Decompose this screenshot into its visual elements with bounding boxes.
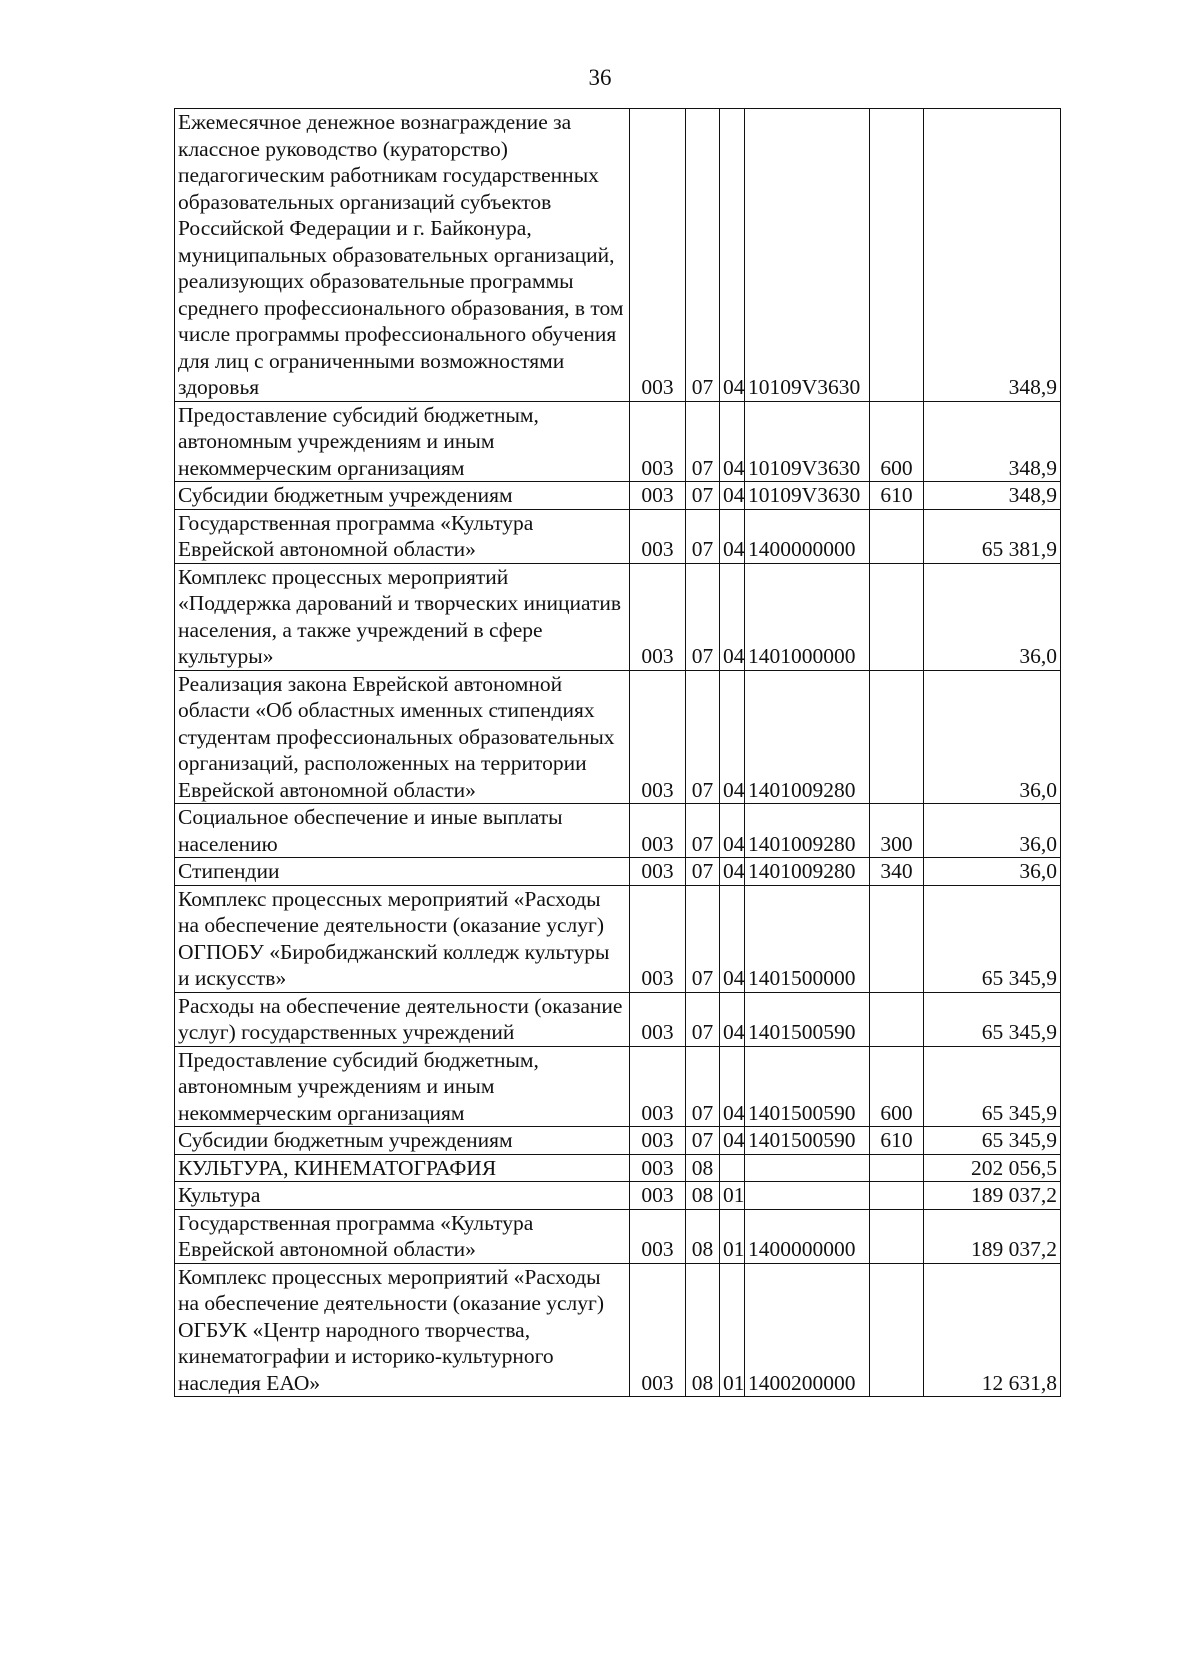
row-section-code: 07	[686, 509, 720, 563]
row-target-article: 1401500000	[745, 885, 870, 992]
row-grbs-code: 003	[630, 885, 686, 992]
row-section-code: 07	[686, 1127, 720, 1155]
row-grbs-code: 003	[630, 1263, 686, 1397]
row-name: Социальное обеспечение и иные выплаты населению	[175, 804, 630, 858]
row-expense-type	[870, 1154, 924, 1182]
row-subsection-code	[720, 1154, 745, 1182]
row-name: Комплекс процессных мероприятий «Поддержка дарований и творческих инициатив населения, а также учреждений в сфере культуры»	[175, 563, 630, 670]
row-subsection-code: 04	[720, 804, 745, 858]
row-amount: 202 056,5	[924, 1154, 1061, 1182]
row-subsection-code: 04	[720, 482, 745, 510]
row-grbs-code: 003	[630, 670, 686, 804]
table-row	[175, 670, 1061, 804]
row-expense-type	[870, 670, 924, 804]
row-expense-type	[870, 885, 924, 992]
row-target-article: 1400000000	[745, 1209, 870, 1263]
row-section-code: 08	[686, 1182, 720, 1210]
row-expense-type	[870, 1263, 924, 1397]
row-section-code: 07	[686, 670, 720, 804]
row-amount: 36,0	[924, 670, 1061, 804]
row-section-code: 07	[686, 804, 720, 858]
row-name: Предоставление субсидий бюджетным, автономным учреждениям и иным некоммерческим организациям	[175, 401, 630, 482]
row-amount: 348,9	[924, 109, 1061, 402]
row-section-code: 07	[686, 885, 720, 992]
row-grbs-code: 003	[630, 401, 686, 482]
row-section-code: 07	[686, 1046, 720, 1127]
row-expense-type: 600	[870, 1046, 924, 1127]
row-name: КУЛЬТУРА, КИНЕМАТОГРАФИЯ	[175, 1154, 630, 1182]
row-grbs-code: 003	[630, 992, 686, 1046]
row-amount: 348,9	[924, 482, 1061, 510]
row-amount: 12 631,8	[924, 1263, 1061, 1397]
row-expense-type	[870, 1182, 924, 1210]
row-amount: 36,0	[924, 804, 1061, 858]
row-name: Государственная программа «Культура Еврейской автономной области»	[175, 1209, 630, 1263]
row-section-code: 08	[686, 1209, 720, 1263]
row-target-article	[745, 1182, 870, 1210]
row-name: Комплекс процессных мероприятий «Расходы на обеспечение деятельности (оказание услуг) ОГБУК «Центр народного творчества, кинематографии и историко-культурного наследия ЕАО»	[175, 1263, 630, 1397]
row-name: Комплекс процессных мероприятий «Расходы на обеспечение деятельности (оказание услуг) ОГПОБУ «Биробиджанский колледж культуры и искусств»	[175, 885, 630, 992]
row-expense-type	[870, 509, 924, 563]
row-expense-type: 610	[870, 1127, 924, 1155]
table-row	[175, 1154, 1061, 1182]
row-target-article: 1401000000	[745, 563, 870, 670]
table-row	[175, 1209, 1061, 1263]
row-subsection-code: 01	[720, 1182, 745, 1210]
row-grbs-code: 003	[630, 109, 686, 402]
row-subsection-code: 04	[720, 992, 745, 1046]
row-amount: 65 345,9	[924, 1046, 1061, 1127]
row-target-article: 1401009280	[745, 670, 870, 804]
table-row	[175, 1127, 1061, 1155]
row-expense-type	[870, 563, 924, 670]
table-row	[175, 109, 1061, 402]
row-amount: 36,0	[924, 858, 1061, 886]
table-row	[175, 885, 1061, 992]
row-expense-type: 600	[870, 401, 924, 482]
row-grbs-code: 003	[630, 509, 686, 563]
row-section-code: 07	[686, 563, 720, 670]
row-name: Реализация закона Еврейской автономной области «Об областных именных стипендиях студентам профессиональных образовательных организаций, расположенных на территории Еврейской автономной области»	[175, 670, 630, 804]
row-target-article: 1401500590	[745, 992, 870, 1046]
row-target-article	[745, 1154, 870, 1182]
row-name: Расходы на обеспечение деятельности (оказание услуг) государственных учреждений	[175, 992, 630, 1046]
row-subsection-code: 04	[720, 509, 745, 563]
row-subsection-code: 04	[720, 109, 745, 402]
row-section-code: 08	[686, 1263, 720, 1397]
row-subsection-code: 04	[720, 401, 745, 482]
table-row	[175, 858, 1061, 886]
row-section-code: 07	[686, 858, 720, 886]
row-amount: 65 345,9	[924, 885, 1061, 992]
table-row	[175, 401, 1061, 482]
row-grbs-code: 003	[630, 1182, 686, 1210]
row-expense-type: 610	[870, 482, 924, 510]
row-target-article: 1401500590	[745, 1127, 870, 1155]
row-grbs-code: 003	[630, 1127, 686, 1155]
row-target-article: 1400000000	[745, 509, 870, 563]
row-section-code: 07	[686, 109, 720, 402]
row-target-article: 1401500590	[745, 1046, 870, 1127]
table-row	[175, 1046, 1061, 1127]
row-target-article: 1400200000	[745, 1263, 870, 1397]
table-row	[175, 1182, 1061, 1210]
row-grbs-code: 003	[630, 482, 686, 510]
table-row	[175, 804, 1061, 858]
row-target-article: 10109V3630	[745, 109, 870, 402]
row-target-article: 1401009280	[745, 804, 870, 858]
row-expense-type: 340	[870, 858, 924, 886]
row-section-code: 07	[686, 992, 720, 1046]
row-grbs-code: 003	[630, 858, 686, 886]
row-grbs-code: 003	[630, 1046, 686, 1127]
row-target-article: 1401009280	[745, 858, 870, 886]
page-number: 36	[588, 65, 612, 90]
row-expense-type	[870, 109, 924, 402]
row-amount: 189 037,2	[924, 1182, 1061, 1210]
row-name: Предоставление субсидий бюджетным, автономным учреждениям и иным некоммерческим организациям	[175, 1046, 630, 1127]
row-subsection-code: 04	[720, 858, 745, 886]
row-amount: 65 345,9	[924, 992, 1061, 1046]
row-subsection-code: 04	[720, 670, 745, 804]
row-subsection-code: 04	[720, 885, 745, 992]
row-name: Субсидии бюджетным учреждениям	[175, 482, 630, 510]
row-target-article: 10109V3630	[745, 482, 870, 510]
row-name: Ежемесячное денежное вознаграждение за классное руководство (кураторство) педагогическим работникам государственных образовательных организаций субъектов Российской Федерации и г. Байконура, муниципальных образовательных организаций, реализующих образовательные программы среднего профессионального образования, в том числе программы профессионального обучения для лиц с ограниченными возможностями здоровья	[175, 109, 630, 402]
row-subsection-code: 04	[720, 1127, 745, 1155]
row-grbs-code: 003	[630, 1154, 686, 1182]
row-amount: 189 037,2	[924, 1209, 1061, 1263]
budget-table	[174, 108, 1061, 1397]
row-subsection-code: 01	[720, 1209, 745, 1263]
row-amount: 65 345,9	[924, 1127, 1061, 1155]
row-amount: 348,9	[924, 401, 1061, 482]
row-subsection-code: 04	[720, 1046, 745, 1127]
row-name: Государственная программа «Культура Еврейской автономной области»	[175, 509, 630, 563]
row-expense-type: 300	[870, 804, 924, 858]
table-row	[175, 992, 1061, 1046]
row-subsection-code: 04	[720, 563, 745, 670]
row-section-code: 08	[686, 1154, 720, 1182]
row-name: Культура	[175, 1182, 630, 1210]
table-row	[175, 1263, 1061, 1397]
row-target-article: 10109V3630	[745, 401, 870, 482]
table-row	[175, 509, 1061, 563]
row-grbs-code: 003	[630, 804, 686, 858]
row-section-code: 07	[686, 482, 720, 510]
row-amount: 36,0	[924, 563, 1061, 670]
table-row	[175, 482, 1061, 510]
row-name: Стипендии	[175, 858, 630, 886]
row-expense-type	[870, 1209, 924, 1263]
row-section-code: 07	[686, 401, 720, 482]
row-grbs-code: 003	[630, 1209, 686, 1263]
row-expense-type	[870, 992, 924, 1046]
table-row	[175, 563, 1061, 670]
row-amount: 65 381,9	[924, 509, 1061, 563]
row-subsection-code: 01	[720, 1263, 745, 1397]
row-name: Субсидии бюджетным учреждениям	[175, 1127, 630, 1155]
row-grbs-code: 003	[630, 563, 686, 670]
